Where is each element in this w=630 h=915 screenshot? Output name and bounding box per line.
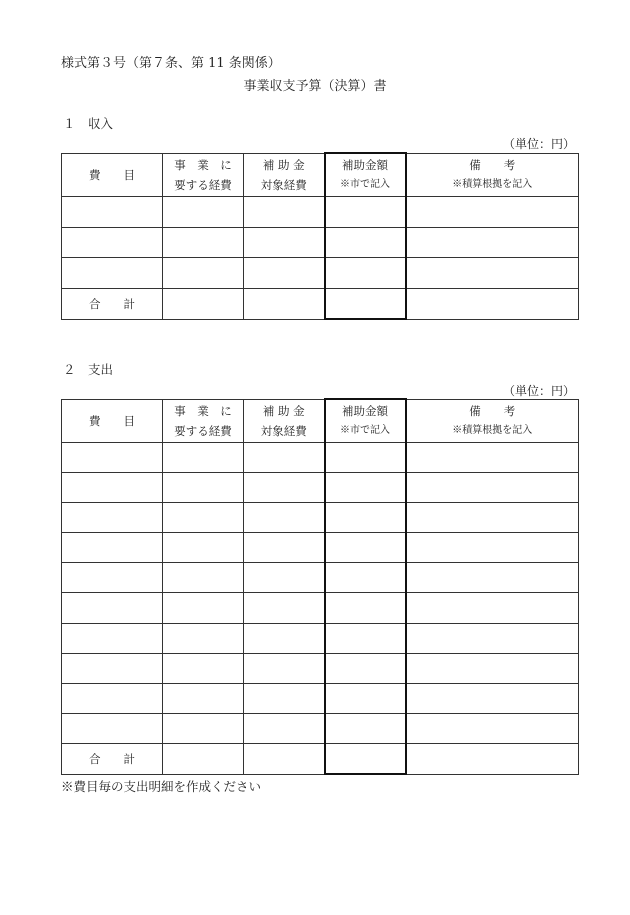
item-cell[interactable] [62,227,163,258]
item-cell[interactable] [62,473,163,503]
footnote: ※費目毎の支出明細を作成ください [61,779,262,794]
subsidy-cell[interactable] [325,503,406,533]
remarks-cell[interactable] [406,197,579,228]
table-row [62,563,579,593]
eligible-cost-cell[interactable] [244,653,325,683]
remarks-cell[interactable] [406,623,579,653]
remarks-cell[interactable] [406,473,579,503]
project-cost-cell[interactable] [163,683,244,713]
subsidy-cell[interactable] [325,227,406,258]
table-row [62,503,579,533]
total-row [62,743,579,774]
project-cost-cell[interactable] [163,443,244,473]
header-project-cost-line-1: 事 業 に [174,403,232,418]
header-eligible-cost-line-1: 補 助 金 [262,403,305,418]
subsidy-cell[interactable] [325,288,406,319]
project-cost-cell[interactable] [163,743,244,774]
subsidy-cell[interactable] [325,197,406,228]
subsidy-cell[interactable] [325,443,406,473]
project-cost-cell[interactable] [163,288,244,319]
subsidy-cell[interactable] [325,743,406,774]
project-cost-cell[interactable] [163,473,244,503]
item-cell[interactable] [62,623,163,653]
project-cost-cell[interactable] [163,533,244,563]
header-eligible-cost-line-2: 対象経費 [260,423,307,438]
item-cell[interactable] [62,593,163,623]
project-cost-cell[interactable] [163,503,244,533]
header-project-cost-line-1: 事 業 に [174,157,232,172]
total-label: 合 計 [62,288,163,319]
header-project-cost-line-2: 要する経費 [174,423,232,438]
subsidy-cell[interactable] [325,533,406,563]
item-cell[interactable] [62,197,163,228]
header-subsidy-line-2: ※市で記入 [340,425,390,436]
item-cell[interactable] [62,503,163,533]
document-title: 事業収支予算（決算）書 [243,79,387,94]
eligible-cost-cell[interactable] [244,503,325,533]
eligible-cost-cell[interactable] [244,197,325,228]
table-row [62,593,579,623]
eligible-cost-cell[interactable] [244,473,325,503]
remarks-cell[interactable] [406,443,579,473]
header-item [62,153,163,197]
header-item-line-1: 費 目 [89,167,135,182]
item-cell[interactable] [62,653,163,683]
header-item [62,399,163,443]
remarks-cell[interactable] [406,227,579,258]
header-row [62,399,579,443]
header-subsidy [325,153,406,197]
subsidy-cell[interactable] [325,653,406,683]
eligible-cost-cell[interactable] [244,258,325,289]
remarks-cell[interactable] [406,683,579,713]
expense-table [61,398,579,775]
remarks-cell[interactable] [406,653,579,683]
item-cell[interactable] [62,563,163,593]
table-row [62,533,579,563]
header-eligible-cost-line-2: 対象経費 [260,177,307,192]
eligible-cost-cell[interactable] [244,563,325,593]
project-cost-cell[interactable] [163,227,244,258]
subsidy-cell[interactable] [325,713,406,743]
project-cost-cell[interactable] [163,653,244,683]
header-item-line-1: 費 目 [89,413,135,428]
item-cell[interactable] [62,683,163,713]
header-project-cost [163,399,244,443]
eligible-cost-cell[interactable] [244,743,325,774]
subsidy-cell[interactable] [325,473,406,503]
project-cost-cell[interactable] [163,623,244,653]
header-eligible-cost-line-1: 補 助 金 [262,157,305,172]
expense-unit-label: （単位：円） [502,384,575,398]
subsidy-cell[interactable] [325,258,406,289]
eligible-cost-cell[interactable] [244,533,325,563]
income-section-label: １ 収入 [63,116,114,131]
header-subsidy-line-2: ※市で記入 [340,179,390,190]
table-row [62,713,579,743]
header-project-cost [163,153,244,197]
income-table [61,152,579,320]
expense-table-body [62,399,579,774]
header-remarks-line-2: ※積算根拠を記入 [452,424,533,436]
eligible-cost-cell[interactable] [244,713,325,743]
header-subsidy [325,399,406,443]
subsidy-cell[interactable] [325,623,406,653]
project-cost-cell[interactable] [163,258,244,289]
table-row [62,258,579,289]
form-number: 様式第３号（第７条、第 11 条関係） [61,56,281,71]
remarks-cell[interactable] [406,563,579,593]
remarks-cell[interactable] [406,533,579,563]
remarks-cell[interactable] [406,258,579,289]
table-row [62,683,579,713]
total-label: 合 計 [62,743,163,774]
eligible-cost-cell[interactable] [244,443,325,473]
item-cell[interactable] [62,258,163,289]
remarks-cell[interactable] [406,593,579,623]
header-eligible-cost [244,153,325,197]
remarks-cell[interactable] [406,713,579,743]
header-eligible-cost [244,399,325,443]
subsidy-cell[interactable] [325,563,406,593]
subsidy-cell[interactable] [325,683,406,713]
header-subsidy-line-1: 補助金額 [342,404,388,418]
header-project-cost-line-2: 要する経費 [174,177,232,192]
header-remarks-line-2: ※積算根拠を記入 [452,178,533,190]
project-cost-cell[interactable] [163,563,244,593]
total-row [62,288,579,319]
header-subsidy-line-1: 補助金額 [342,158,388,172]
eligible-cost-cell[interactable] [244,623,325,653]
project-cost-cell[interactable] [163,197,244,228]
table-row [62,653,579,683]
table-row [62,473,579,503]
table-row [62,227,579,258]
table-row [62,443,579,473]
header-remarks [406,399,579,443]
table-row [62,623,579,653]
header-remarks-line-1: 備 考 [469,157,516,172]
item-cell[interactable] [62,533,163,563]
table-row [62,197,579,228]
expense-section-label: ２ 支出 [63,362,114,377]
header-row [62,153,579,197]
eligible-cost-cell[interactable] [244,593,325,623]
eligible-cost-cell[interactable] [244,227,325,258]
remarks-cell[interactable] [406,288,579,319]
income-unit-label: （単位：円） [502,137,575,151]
project-cost-cell[interactable] [163,593,244,623]
header-remarks [406,153,579,197]
income-table-body [62,153,579,319]
item-cell[interactable] [62,713,163,743]
remarks-cell[interactable] [406,503,579,533]
project-cost-cell[interactable] [163,713,244,743]
eligible-cost-cell[interactable] [244,683,325,713]
remarks-cell[interactable] [406,743,579,774]
subsidy-cell[interactable] [325,593,406,623]
eligible-cost-cell[interactable] [244,288,325,319]
header-remarks-line-1: 備 考 [469,403,516,418]
item-cell[interactable] [62,443,163,473]
